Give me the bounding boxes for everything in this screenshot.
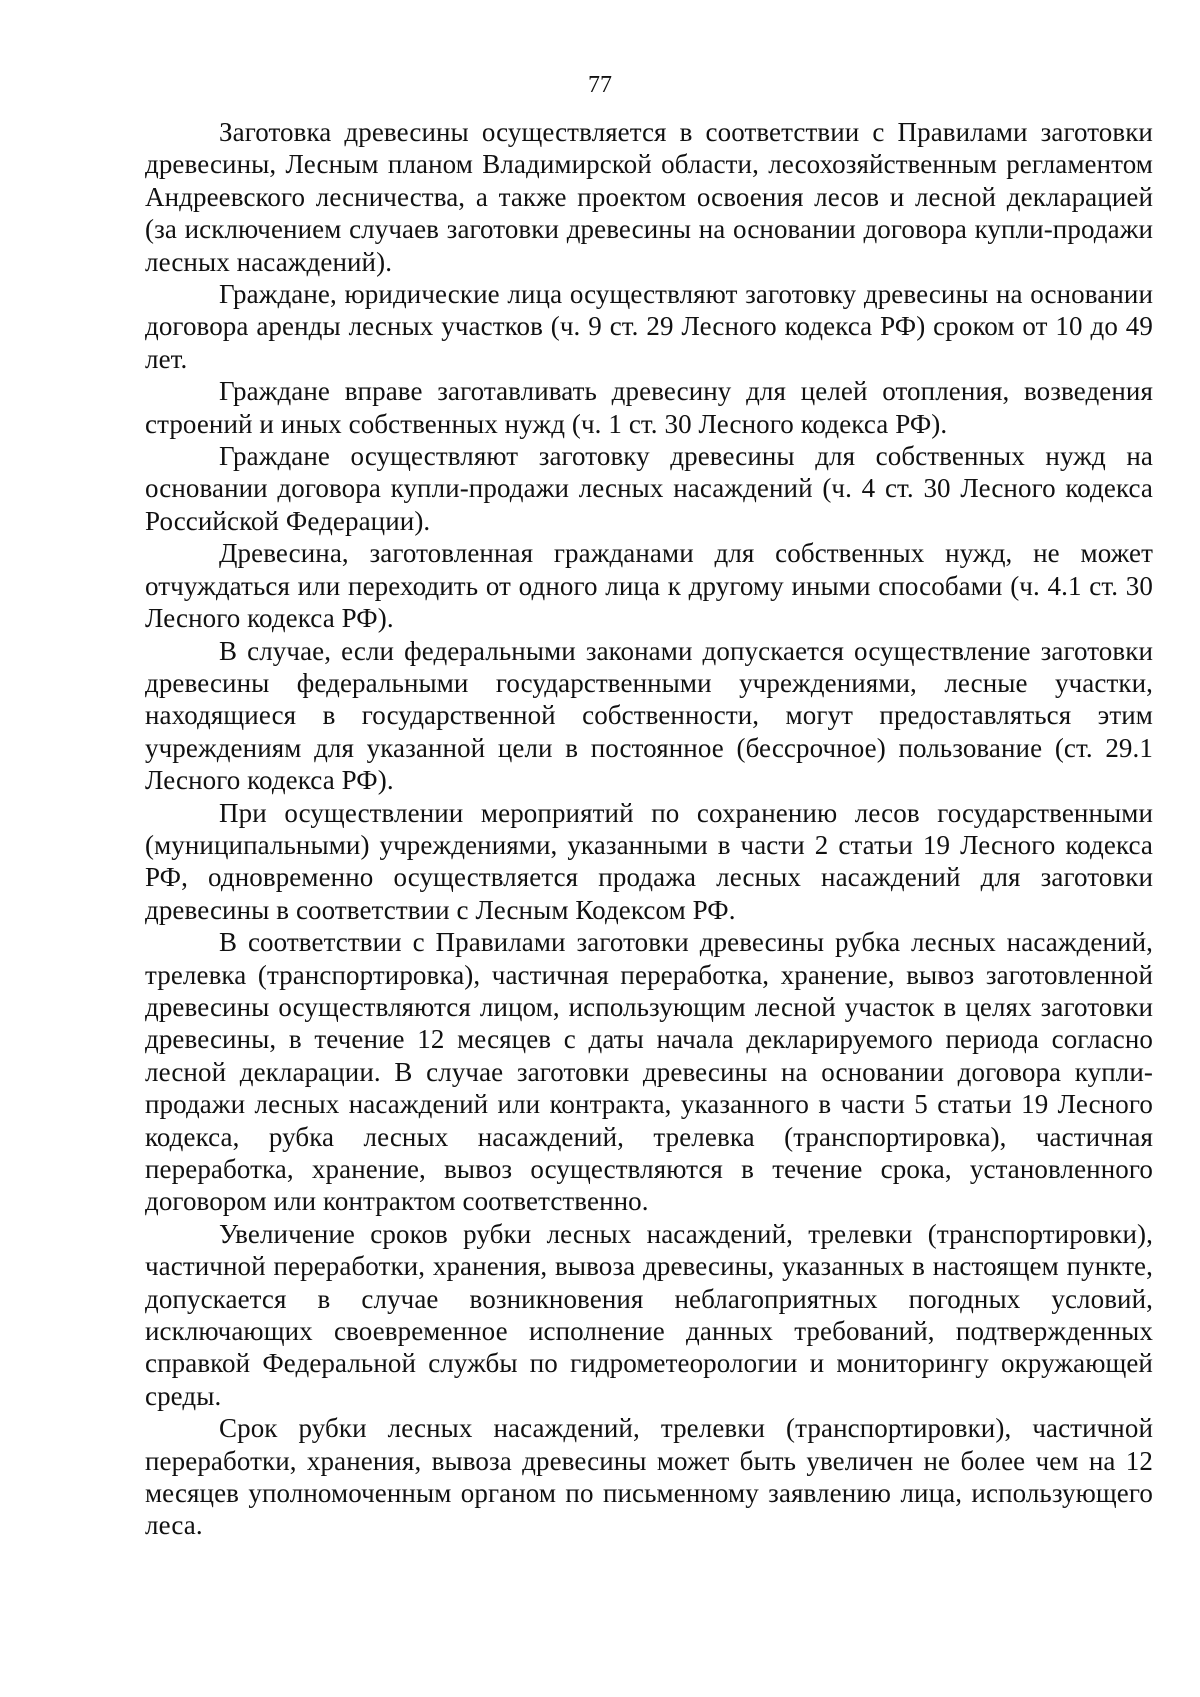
paragraph-lease-agreement: Граждане, юридические лица осуществляют заготовку древесины на основании договора аренды лесных участков (ч. 9 ст. 29 Лесного кодекса РФ) сроком от 10 до 49 лет.: [145, 279, 1153, 374]
paragraph-alienation-ban: Древесина, заготовленная гражданами для собственных нужд, не может отчуждаться или переходить от одного лица к другому иными способами (ч. 4.1 ст. 30 Лесного кодекса РФ).: [145, 538, 1153, 634]
paragraph-term-extension-weather: Увеличение сроков рубки лесных насаждений, трелевки (транспортировки), частичной переработки, хранения, вывоза древесины, указанных в настоящем пункте, допускается в случае возникновения неблагоприятных погодных условий, исключающих своевременное исполнение данных требований, подтвержденных справкой Федеральной службы по гидрометеорологии и мониторингу окружающей среды.: [145, 1218, 1153, 1411]
paragraph-own-needs-right: Граждане вправе заготавливать древесину для целей отопления, возведения строений и иных собственных нужд (ч. 1 ст. 30 Лесного кодекса РФ).: [145, 376, 1153, 439]
document-body: [145, 116, 1153, 1542]
paragraph-timber-harvesting-rules: Заготовка древесины осуществляется в соответствии с Правилами заготовки древесины, Лесным планом Владимирской области, лесохозяйственным регламентом Андреевского лесничества, а также проектом освоения лесов и лесной декларацией (за исключением случаев заготовки древесины на основании договора купли-продажи лесных насаждений).: [145, 117, 1153, 277]
paragraph-federal-institutions: В случае, если федеральными законами допускается осуществление заготовки древесины федеральными государственными учреждениями, лесные участки, находящиеся в государственной собственности, могут предоставляться этим учреждениям для указанной цели в постоянное (бессрочное) пользование (ст. 29.1 Лесного кодекса РФ).: [145, 635, 1153, 796]
paragraph-forest-conservation: При осуществлении мероприятий по сохранению лесов государственными (муниципальными) учреждениями, указанными в части 2 статьи 19 Лесного кодекса РФ, одновременно осуществляется продажа лесных насаждений для заготовки древесины в соответствии с Лесным Кодексом РФ.: [145, 797, 1153, 925]
paragraph-term-extension-application: Срок рубки лесных насаждений, трелевки (транспортировки), частичной переработки, хранения, вывоза древесины может быть увеличен не более чем на 12 месяцев уполномоченным органом по письменному заявлению лица, использующего леса.: [145, 1413, 1153, 1541]
page-number: 77: [588, 72, 612, 98]
paragraph-own-needs-contract: Граждане осуществляют заготовку древесины для собственных нужд на основании договора купли-продажи лесных насаждений (ч. 4 ст. 30 Лесного кодекса Российской Федерации).: [145, 441, 1153, 536]
paragraph-harvesting-terms: В соответствии с Правилами заготовки древесины рубка лесных насаждений, трелевка (транспортировка), частичная переработка, хранение, вывоз заготовленной древесины осуществляются лицом, использующим лесной участок в целях заготовки древесины, в течение 12 месяцев с даты начала декларируемого периода согласно лесной декларации. В случае заготовки древесины на основании договора купли-продажи лесных насаждений или контракта, указанного в части 5 статьи 19 Лесного кодекса, рубка лесных насаждений, трелевка (транспортировка), частичная переработка, хранение, вывоз осуществляются в течение срока, установленного договором или контрактом соответственно.: [145, 927, 1153, 1217]
